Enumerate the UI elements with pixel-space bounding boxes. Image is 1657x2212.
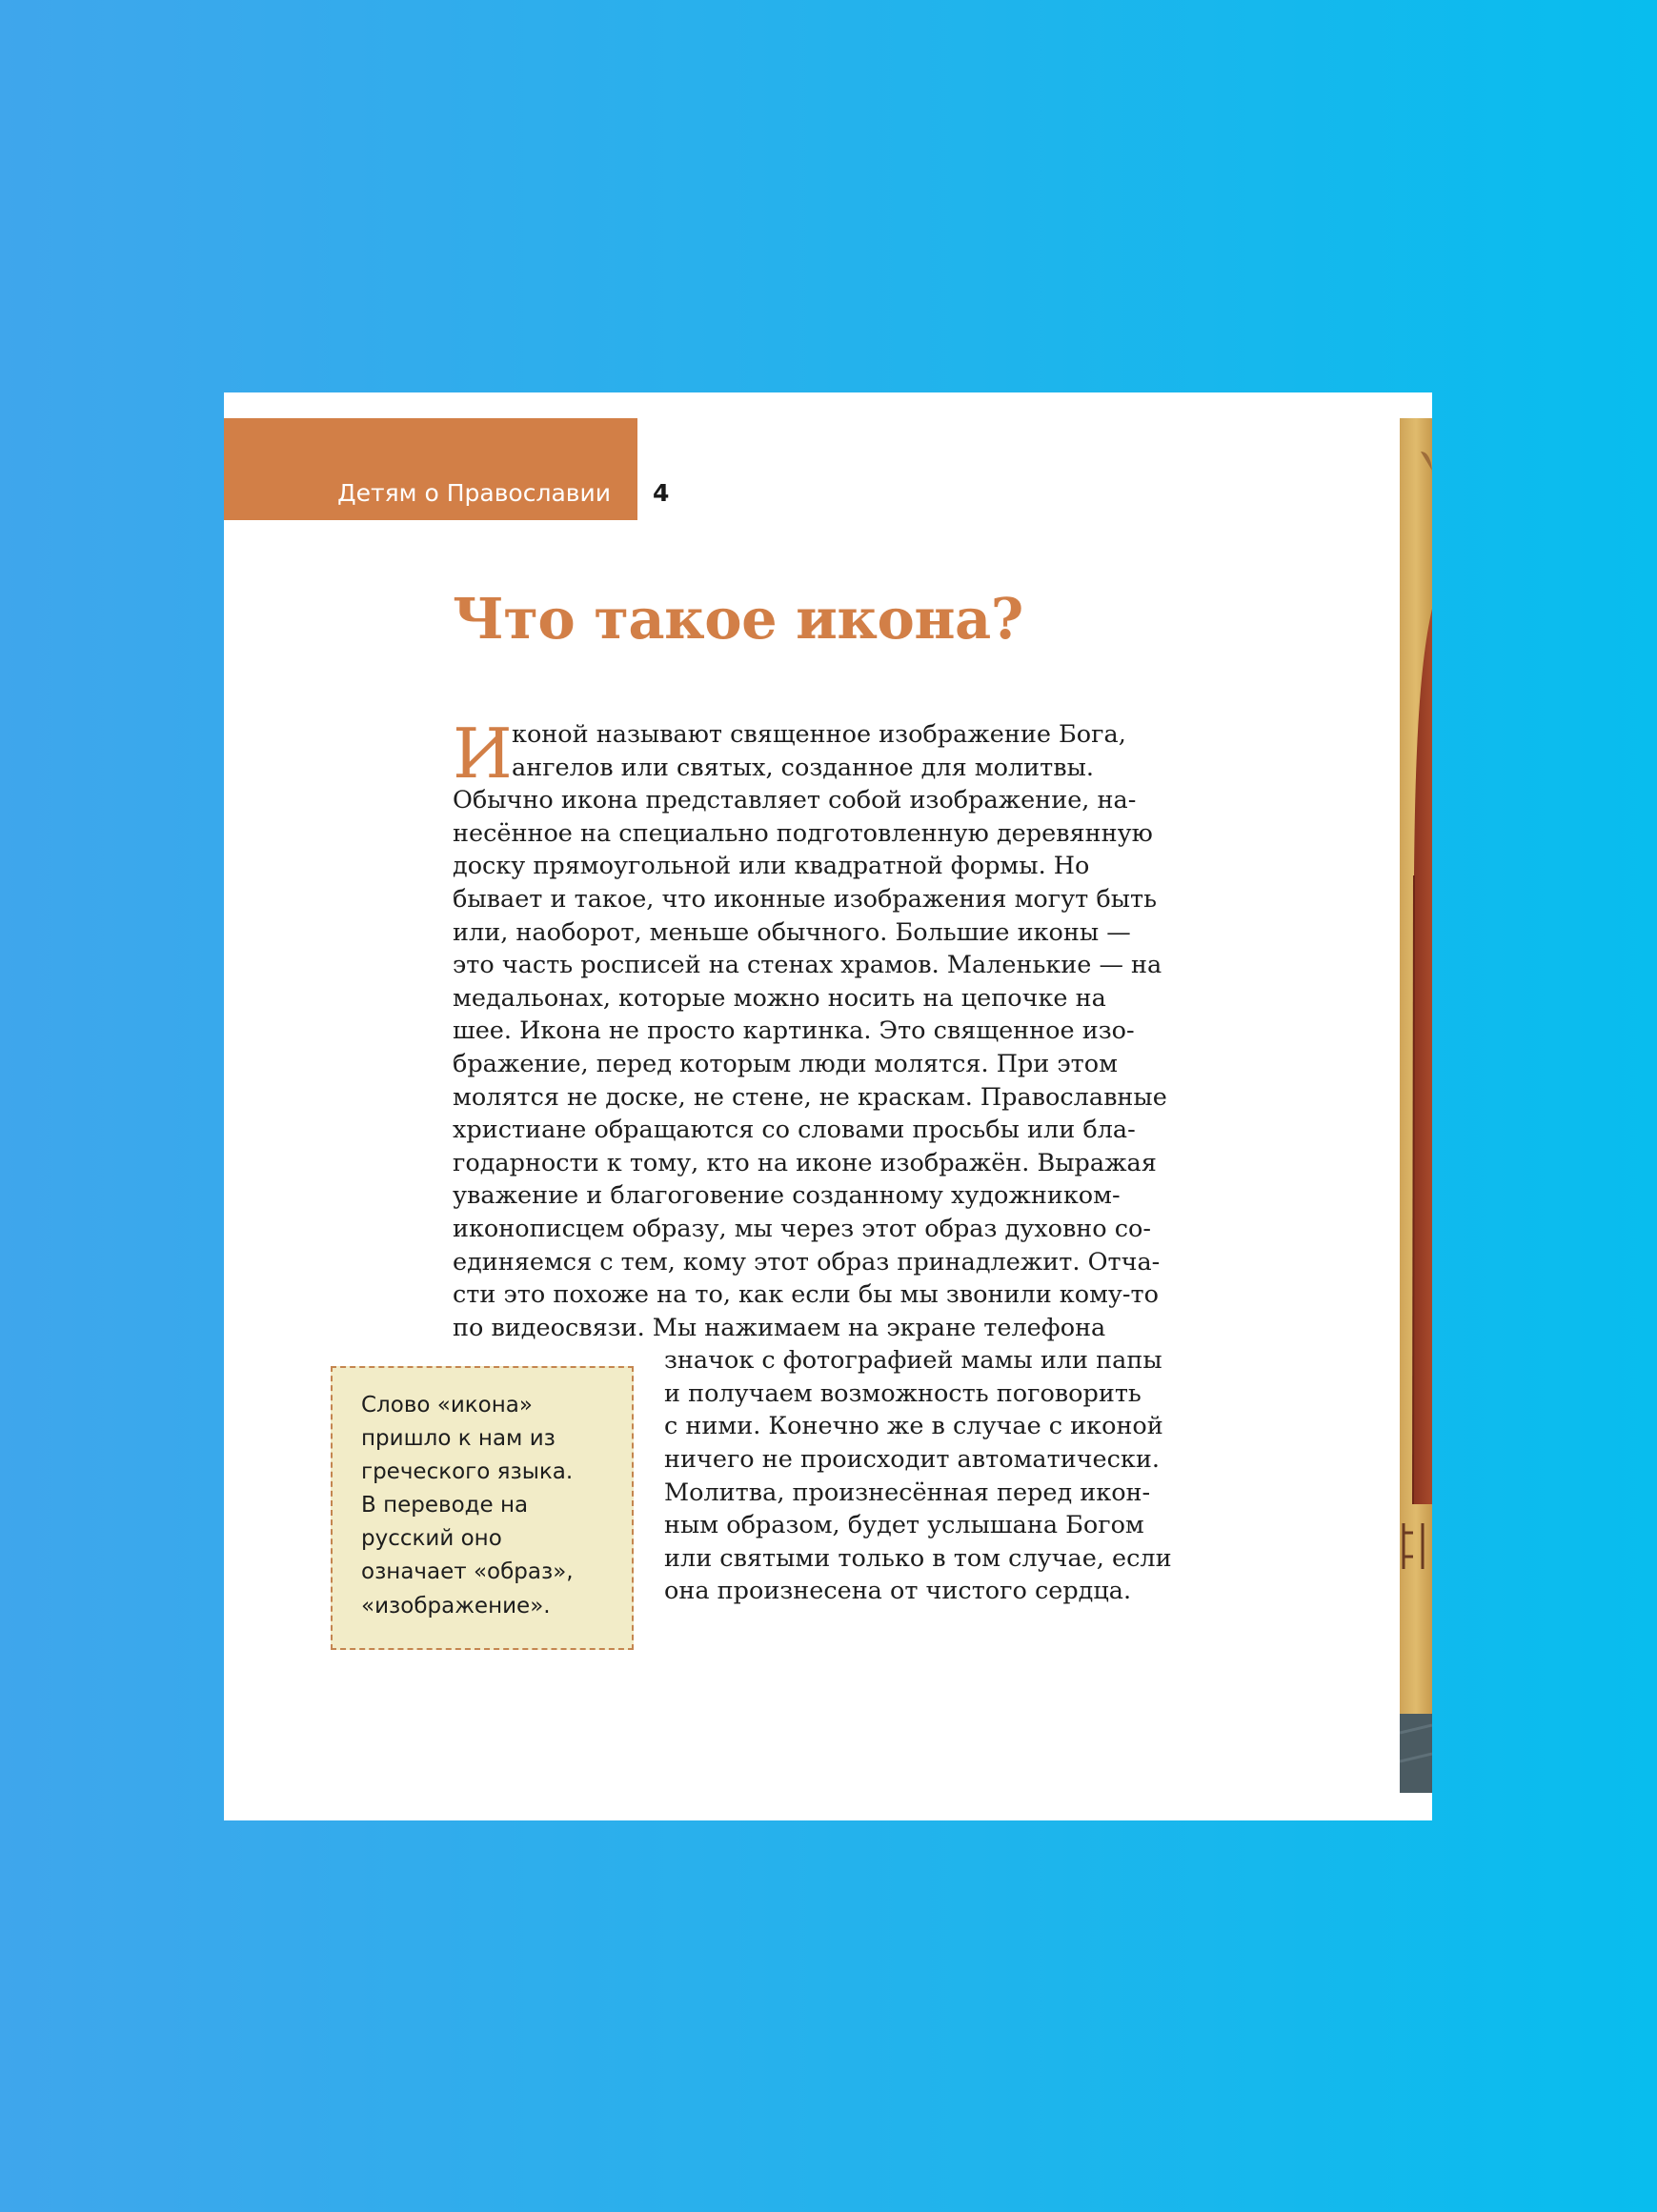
body-line: и получаем возможность поговорить [664, 1378, 1142, 1408]
body-line: значок с фотографией мамы или папы [664, 1346, 1162, 1376]
body-line: годарности к тому, кто на иконе изображён. Выражая [453, 1148, 1157, 1177]
body-line: Обычно икона представляет собой изображение, на- [453, 786, 1137, 815]
info-line: русский оно [361, 1526, 502, 1552]
body-line: медальонах, которые можно носить на цепочке на [453, 983, 1106, 1013]
body-line: или, наоборот, меньше обычного. Большие иконы — [453, 917, 1131, 947]
page-title: Что такое икона? [453, 586, 1023, 652]
header-band [224, 418, 637, 520]
body-line: ничего не происходит автоматически. [664, 1445, 1160, 1475]
body-line: или святыми только в том случае, если [664, 1543, 1172, 1573]
body-line: иконописцем образу, мы через этот образ духовно со- [453, 1214, 1152, 1243]
body-line: ангелов или святых, созданное для молитвы. [512, 753, 1095, 782]
body-line: доску прямоугольной или квадратной формы. Но [453, 852, 1090, 881]
body-line: по видеосвязи. Мы нажимаем на экране телефона [453, 1313, 1106, 1342]
info-line: пришло к нам из [361, 1426, 556, 1452]
info-text [361, 1389, 574, 1623]
icon-painting-fragment [1400, 418, 1432, 1793]
icon-painting-graphic [1400, 418, 1432, 1793]
series-title: Детям о Православии [337, 479, 611, 507]
info-line: В переводе на [361, 1493, 529, 1518]
body-line: бражение, перед которым люди молятся. При этом [453, 1049, 1118, 1078]
book-page [224, 392, 1432, 1820]
info-line: «изображение». [361, 1593, 551, 1619]
body-line: она произнесена от чистого сердца. [664, 1577, 1132, 1606]
body-line: ным образом, будет услышана Богом [664, 1511, 1144, 1540]
body-line: молятся не доске, не стене, не краскам. Православные [453, 1082, 1167, 1112]
body-line: уважение и благоговение созданному художником- [453, 1181, 1121, 1211]
info-line: Слово «икона» [361, 1393, 533, 1418]
body-line: сти это похоже на то, как если бы мы звонили кому-то [453, 1280, 1160, 1310]
body-line: единяемся с тем, кому этот образ принадлежит. Отча- [453, 1247, 1161, 1277]
body-line: Молитва, произнесённая перед икон- [664, 1478, 1151, 1507]
drop-cap: И [453, 714, 513, 794]
body-line: это часть росписей на стенах храмов. Маленькие — на [453, 951, 1162, 980]
body-line: христиане обращаются со словами просьбы или бла- [453, 1116, 1136, 1145]
body-line: шее. Икона не просто картинка. Это священное изо- [453, 1016, 1135, 1046]
info-box [331, 1366, 634, 1650]
body-line: бывает и такое, что иконные изображения могут быть [453, 884, 1157, 914]
body-line: коной называют священное изображение Бога, [512, 720, 1126, 749]
body-line: с ними. Конечно же в случае с иконой [664, 1412, 1163, 1441]
info-line: греческого языка. [361, 1459, 574, 1485]
body-line: несённое на специально подготовленную деревянную [453, 818, 1153, 848]
info-line: означает «образ», [361, 1559, 574, 1585]
page-number: 4 [653, 479, 670, 507]
